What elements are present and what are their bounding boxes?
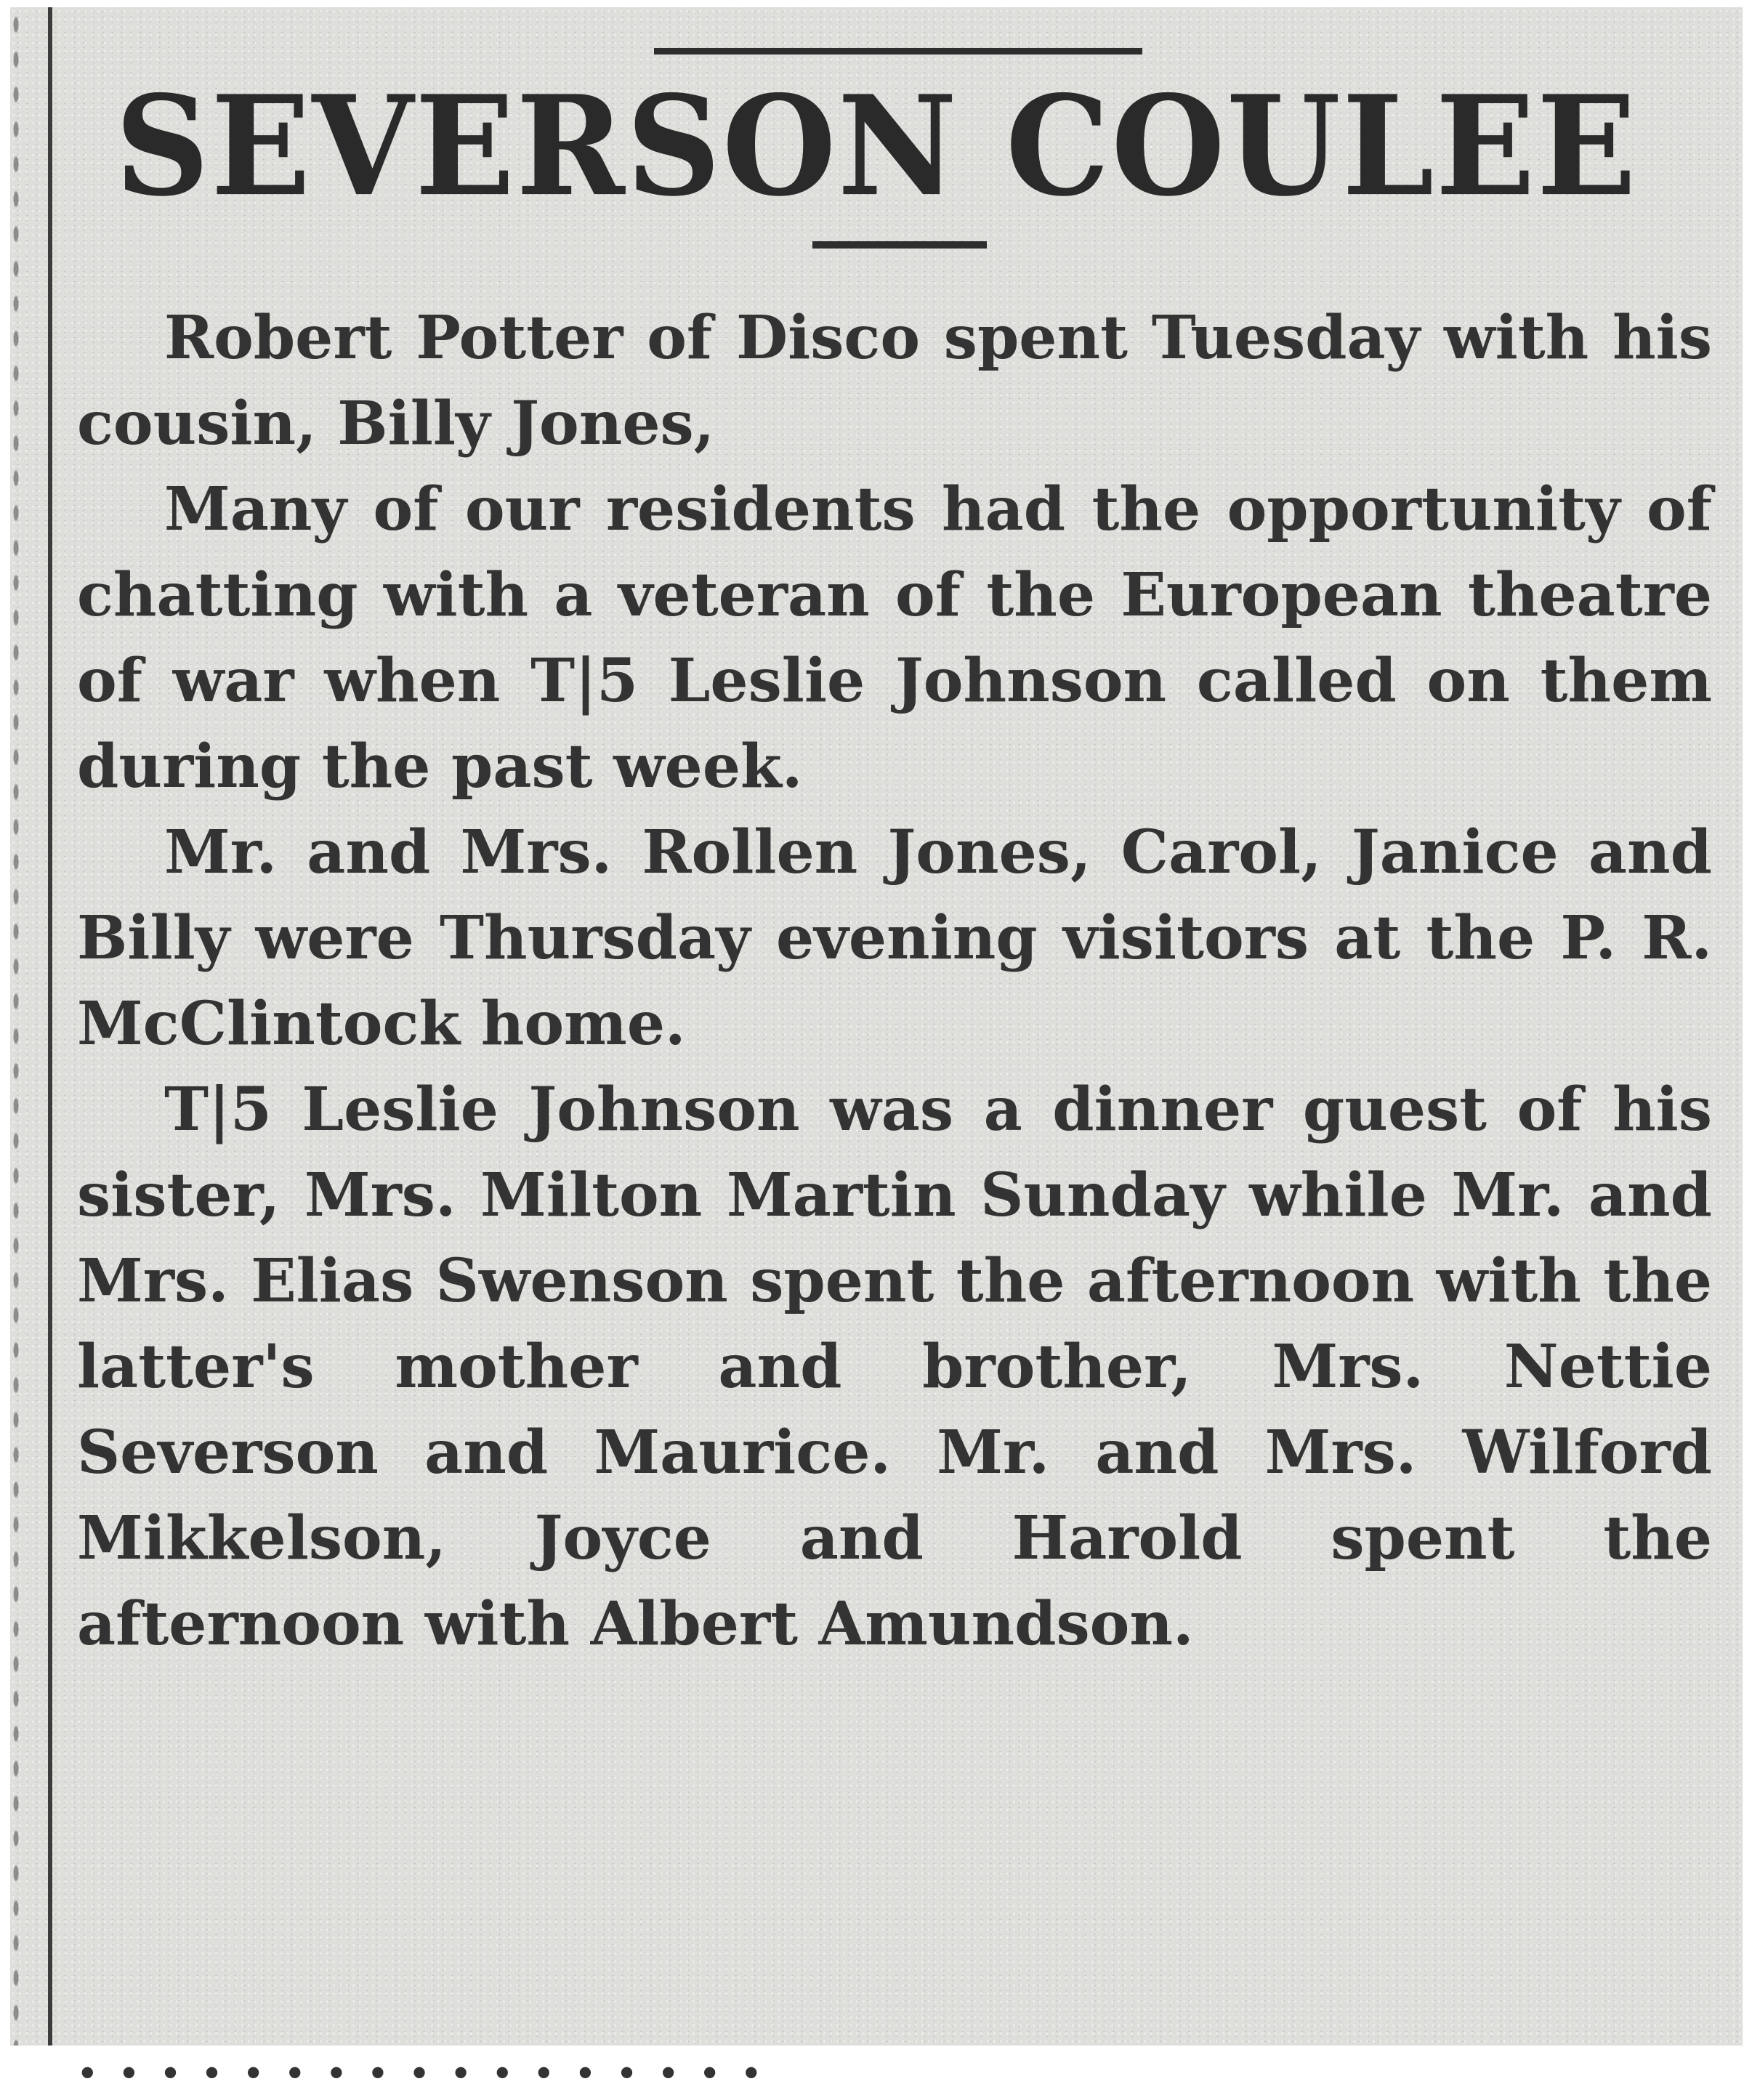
- paragraph-1: Robert Potter of Disco spent Tuesday with his cousin, Billy Jones,: [77, 303, 1712, 459]
- headline: SEVERSON COULEE: [115, 65, 1638, 227]
- column-rule-left: [48, 7, 52, 2046]
- article-body: [77, 295, 1712, 1667]
- cut-off-text-line: [77, 2022, 1712, 2092]
- paragraph-3: Mr. and Mrs. Rollen Jones, Carol, Janice and Billy were Thursday evening visitors at the P. R. McClintock home.: [77, 817, 1712, 1059]
- paragraph-4: T|5 Leslie Johnson was a dinner guest of his sister, Mrs. Milton Martin Sunday while Mr. and Mrs. Elias Swenson spent the afternoon with the latter's mother and brother, Mrs. Nettie Severson and Maurice. Mr. and Mrs. Wilford Mikkelson, Joyce and Harold spent the afternoon with Albert Amundson.: [77, 1075, 1712, 1659]
- left-margin-dots: [10, 7, 22, 2046]
- cut-off-text: . . . . . . . . . . . . . . . . .: [77, 2022, 762, 2092]
- headline-underline-rule: [812, 241, 987, 249]
- paragraph-2: Many of our residents had the opportunity of chatting with a veteran of the European theatre of war when T|5 Leslie Johnson called on them during the past week.: [77, 474, 1712, 801]
- newspaper-clipping: [10, 7, 1743, 2092]
- top-rule: [654, 48, 1142, 54]
